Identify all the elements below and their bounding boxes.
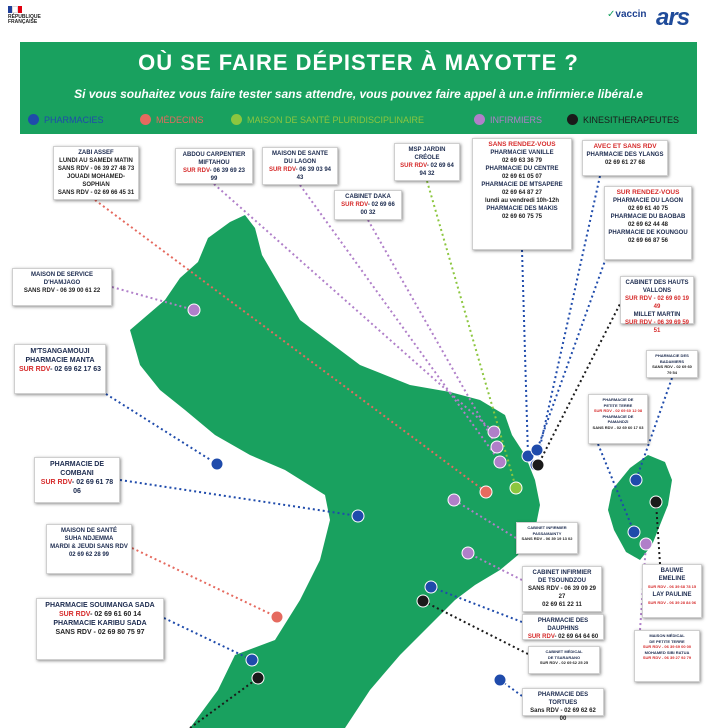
- dot-daka[interactable]: [491, 441, 503, 453]
- dot-combani[interactable]: [352, 510, 364, 522]
- dot-dauphins[interactable]: [425, 581, 437, 593]
- legend-item-infirmiers: INFIRMIERS: [474, 114, 542, 125]
- dot-msp[interactable]: [510, 482, 522, 494]
- dot-maisonpt[interactable]: [640, 538, 652, 550]
- dot-passamainty[interactable]: [448, 494, 460, 506]
- dot-badamiers[interactable]: [630, 474, 642, 486]
- ars-logo: ars: [656, 4, 690, 31]
- label-pharmacie-tortues: PHARMACIE DES TORTUES Sans RDV - 02 69 62 62 00: [522, 688, 604, 716]
- dot-tortues[interactable]: [494, 674, 506, 686]
- dot-zabi[interactable]: [480, 486, 492, 498]
- label-pharmacie-dauphins: PHARMACIE DES DAUPHINS SUR RDV- 02 69 64 64 60: [522, 614, 604, 640]
- gov-logo-line2: FRANÇAISE: [8, 19, 38, 25]
- page-title: OÙ SE FAIRE DÉPISTER À MAYOTTE ?: [138, 50, 579, 75]
- label-zabi-assef: ZABI ASSEF LUNDI AU SAMEDI MATIN SANS RDV - 06 39 27 48 73 JOUADI MOHAMED-SOPHIAN SANS RDV - 02 69 66 45 31: [53, 146, 139, 200]
- label-pharmacies-sada: PHARMACIE SOUIMANGA SADA SUR RDV- 02 69 61 60 14 PHARMACIE KARIBU SADA SANS RDV - 02 69 80 75 97: [36, 598, 164, 660]
- legend-item-maison-sante: MAISON DE SANTÉ PLURIDISCIPLINAIRE: [231, 114, 424, 125]
- dot-suha[interactable]: [271, 611, 283, 623]
- label-cabinet-tsoundzou: CABINET INFIRMIER DE TSOUNDZOU SANS RDV - 06 39 09 29 27 02 69 61 22 11: [522, 566, 602, 612]
- label-maison-medical-petite-terre: MAISON MÉDICAL DE PETITE TERRE SUR RDV - 06 39 69 00 00 MOHAMED SIBI RATUA SUR RDV - 06 39 27 92 79: [634, 630, 700, 682]
- label-bauwe-lay: BAUWE EMELINE SUR RDV - 06 39 68 78 15 LAY PAULINE SUR RDV - 06 39 28 84 06: [642, 564, 702, 618]
- dot-surrdv[interactable]: [531, 444, 543, 456]
- vaccin-logo: ✓vaccin: [607, 9, 647, 20]
- dot-abdou[interactable]: [488, 426, 500, 438]
- label-cabinet-hauts-vallons: CABINET DES HAUTS VALLONS SUR RDV - 02 69 60 19 49 MILLET MARTIN SUR RDV - 06 39 69 59 51: [620, 276, 694, 324]
- label-cabinet-daka: CABINET DAKA SUR RDV- 02 69 66 00 32: [334, 190, 402, 220]
- legend-item-medecins: MÉDECINS: [140, 114, 204, 125]
- dot-bauwe[interactable]: [650, 496, 662, 508]
- label-abdou-carpentier: ABDOU CARPENTIER MIFTAHOU SUR RDV- 06 39 69 23 99: [175, 148, 253, 184]
- page-subtitle: Si vous souhaitez vous faire tester sans attendre, vous pouvez faire appel à un.e infirmier.e libéral.e: [74, 87, 643, 101]
- dot-souimanga[interactable]: [246, 654, 258, 666]
- label-maison-service-hamjago: MAISON DE SERVICE D'HAMJAGO SANS RDV - 06 39 00 61 22: [12, 268, 112, 306]
- label-mtsangamouji: M'TSANGAMOUJI PHARMACIE MANTA SUR RDV- 02 69 62 17 63: [14, 344, 106, 394]
- dot-tsoundzou[interactable]: [462, 547, 474, 559]
- label-maison-sante-suha: MAISON DE SANTÉ SUHA NDJEMMA MARDI & JEUDI SANS RDV 02 69 62 28 99: [46, 524, 132, 574]
- label-pharmacie-petite-terre: PHARMACIE DE PETITE TERRE SUR RDV - 02 69 60 12 08 PHARMACIE DE PAMANDZI SANS RDV - 02 69 60 17 03: [588, 394, 648, 444]
- label-sans-rendez-vous: SANS RENDEZ-VOUS PHARMACIE VANILLE 02 69 63 36 79 PHARMACIE DU CENTRE 02 69 61 05 07 PHARMACIE DE MTSAPERE 02 69 64 87 27 lundi au vendredi 10h-12h PHARMACIE DES MAKIS 02 69 60 75 75: [472, 138, 572, 250]
- label-pharmacie-badamiers: PHARMACIE DES BADAMIERS SANS RDV - 02 69 60 79 54: [646, 350, 698, 378]
- connector-sansrdv: [522, 250, 528, 456]
- dot-tsararano[interactable]: [417, 595, 429, 607]
- label-avec-et-sans-rdv: AVEC ET SANS RDV PHARMACIE DES YLANGS 02 69 61 27 68: [582, 140, 668, 176]
- dot-hauts[interactable]: [532, 459, 544, 471]
- dot-petiteterre[interactable]: [628, 526, 640, 538]
- legend-item-kinesitherapeutes: KINESITHERAPEUTES: [567, 114, 679, 125]
- label-pharmacie-combani: PHARMACIE DE COMBANI SUR RDV- 02 69 61 78 06: [34, 457, 120, 503]
- dot-kine-sud[interactable]: [252, 672, 264, 684]
- label-msp-jardin-creole: MSP JARDIN CRÉOLE SUR RDV- 02 69 64 94 32: [394, 143, 460, 181]
- grande-terre-island: [130, 215, 540, 728]
- gov-logo-line1: RÉPUBLIQUE: [8, 14, 41, 20]
- dot-hamjago[interactable]: [188, 304, 200, 316]
- dot-lagon[interactable]: [494, 456, 506, 468]
- label-sur-rendez-vous: SUR RENDEZ-VOUS PHARMACIE DU LAGON 02 69 61 40 75 PHARMACIE DU BAOBAB 02 69 62 44 48 PHARMACIE DE KOUNGOU 02 69 66 87 56: [604, 186, 692, 260]
- legend-item-pharmacies: PHARMACIES: [28, 114, 104, 125]
- dot-mtsanga[interactable]: [211, 458, 223, 470]
- label-maison-sante-lagon: MAISON DE SANTE DU LAGON SUR RDV- 06 39 03 94 43: [262, 147, 338, 185]
- label-cabinet-tsararano: CABINET MÉDICAL DE TSARARANO SUR RDV - 02 69 62 25 25: [528, 646, 600, 674]
- label-cabinet-passamainty: CABINET INFIRMIER PASSAMAINTY SANS RDV - 06 39 19 13 02: [516, 522, 578, 554]
